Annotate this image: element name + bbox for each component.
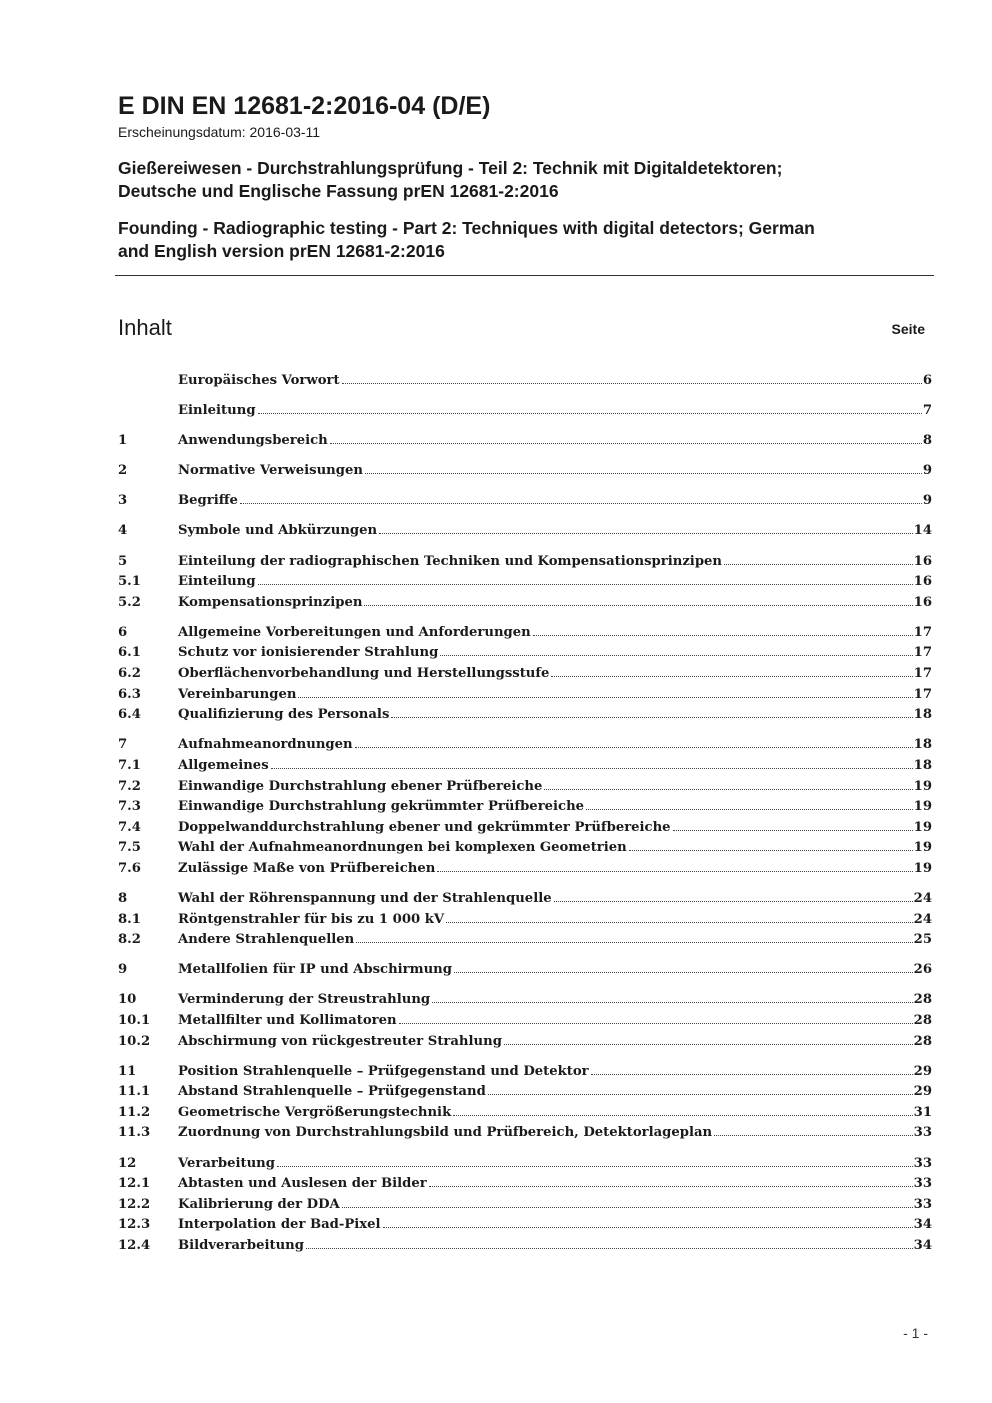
toc-dot-leader	[446, 922, 913, 923]
toc-entry[interactable]	[118, 593, 932, 614]
toc-entry-title: Position Strahlenquelle – Prüfgegenstand und Detektor	[178, 1063, 589, 1079]
title-german-line-2: Deutsche und Englische Fassung prEN 12681-2:2016	[118, 181, 559, 201]
toc-entry-page: 16	[913, 574, 932, 590]
document-id: E DIN EN 12681-2:2016-04 (D/E)	[118, 92, 491, 120]
toc-entry[interactable]	[118, 797, 932, 818]
toc-entry-title: Aufnahmeanordnungen	[178, 737, 353, 753]
toc-entry-title: Schutz vor ionisierender Strahlung	[178, 645, 439, 661]
toc-entry[interactable]	[118, 643, 932, 664]
toc-entry-page: 25	[913, 932, 932, 948]
toc-entry[interactable]	[118, 371, 932, 392]
toc-entry-title: Zulässige Maße von Prüfbereichen	[178, 860, 436, 876]
toc-entry-number: 11.3	[118, 1125, 151, 1141]
toc-group	[118, 1062, 932, 1144]
toc-entry-title: Anwendungsbereich	[178, 433, 328, 449]
toc-entry-number: 2	[118, 463, 128, 479]
toc-dot-leader	[454, 972, 913, 973]
toc-dot-leader	[258, 413, 922, 414]
toc-entry-page: 19	[913, 799, 932, 815]
toc-entry-number: 12.1	[118, 1176, 151, 1192]
toc-dot-leader	[629, 850, 913, 851]
toc-entry[interactable]	[118, 623, 932, 644]
toc-entry-number: 11.1	[118, 1084, 151, 1100]
toc-entry-number: 11	[118, 1063, 137, 1079]
toc-entry-number: 5.1	[118, 574, 141, 590]
toc-entry-title: Doppelwanddurchstrahlung ebener und gekrümmter Prüfbereiche	[178, 819, 671, 835]
toc-group	[118, 960, 932, 981]
toc-entry-title: Metallfolien für IP und Abschirmung	[178, 962, 452, 978]
toc-entry[interactable]	[118, 1236, 932, 1257]
toc-entry-number: 12.3	[118, 1217, 151, 1233]
toc-entry-title: Begriffe	[178, 493, 238, 509]
toc-entry-page: 19	[913, 778, 932, 794]
toc-entry-title: Verarbeitung	[178, 1155, 275, 1171]
toc-entry-title: Kompensationsprinzipen	[178, 594, 363, 610]
toc-dot-leader	[399, 1023, 913, 1024]
toc-group	[118, 623, 932, 726]
toc-entry-number: 6.1	[118, 645, 141, 661]
toc-dot-leader	[271, 768, 913, 769]
toc-entry-title: Europäisches Vorwort	[178, 373, 340, 388]
toc-entry-title: Abschirmung von rückgestreuter Strahlung	[178, 1033, 502, 1049]
toc-entry[interactable]	[118, 1154, 932, 1175]
toc-entry-number: 10.2	[118, 1033, 151, 1049]
toc-entry-number: 10	[118, 992, 137, 1008]
toc-dot-leader	[437, 871, 912, 872]
toc-entry[interactable]	[118, 552, 932, 573]
toc-entry-number: 11.2	[118, 1104, 151, 1120]
toc-entry-page: 28	[913, 1033, 932, 1049]
toc-entry-page: 29	[913, 1084, 932, 1100]
toc-entry[interactable]	[118, 1103, 932, 1124]
toc-group	[118, 371, 932, 392]
toc-entry[interactable]	[118, 756, 932, 777]
toc-dot-leader	[391, 717, 912, 718]
toc-entry-page: 24	[913, 911, 932, 927]
toc-entry-page: 34	[913, 1217, 932, 1233]
toc-entry-page: 8	[922, 433, 932, 449]
toc-entry-title: Qualifizierung des Personals	[178, 707, 390, 723]
toc-group	[118, 1154, 932, 1257]
toc-entry-title: Verminderung der Streustrahlung	[178, 992, 431, 1008]
toc-entry-title: Wahl der Röhrenspannung und der Strahlenquelle	[178, 890, 552, 906]
toc-entry-title: Normative Verweisungen	[178, 463, 363, 479]
toc-entry[interactable]	[118, 1062, 932, 1083]
toc-entry-title: Allgemeine Vorbereitungen und Anforderungen	[178, 624, 531, 640]
toc-dot-leader	[429, 1186, 913, 1187]
toc-entry-page: 28	[913, 1012, 932, 1028]
toc-entry[interactable]	[118, 491, 932, 512]
toc-dot-leader	[544, 789, 912, 790]
toc-entry[interactable]	[118, 705, 932, 726]
toc-entry[interactable]	[118, 1123, 932, 1144]
toc-entry-number: 12.4	[118, 1237, 151, 1253]
toc-dot-leader	[258, 584, 913, 585]
toc-entry-page: 19	[913, 819, 932, 835]
toc-dot-leader	[453, 1115, 912, 1116]
toc-dot-leader	[724, 564, 913, 565]
toc-entry-page: 18	[913, 757, 932, 773]
toc-entry-title: Einwandige Durchstrahlung ebener Prüfbereiche	[178, 778, 543, 794]
toc-entry-title: Abtasten und Auslesen der Bilder	[178, 1176, 427, 1192]
toc-entry-number: 12	[118, 1155, 137, 1171]
toc-dot-leader	[586, 809, 913, 810]
toc-entry-number: 6.3	[118, 686, 141, 702]
toc-entry-title: Einleitung	[178, 403, 256, 419]
toc-group	[118, 552, 932, 614]
title-german-line-1: Gießereiwesen - Durchstrahlungsprüfung - Teil 2: Technik mit Digitaldetektoren;	[118, 158, 783, 178]
toc-entry-page: 17	[913, 666, 932, 682]
toc-entry-page: 16	[913, 553, 932, 569]
toc-entry[interactable]	[118, 735, 932, 756]
toc-dot-leader	[440, 655, 912, 656]
table-of-contents	[118, 371, 932, 1256]
toc-entry-title: Geometrische Vergrößerungstechnik	[178, 1104, 452, 1120]
toc-dot-leader	[383, 1227, 913, 1228]
toc-entry-page: 33	[913, 1176, 932, 1192]
toc-dot-leader	[355, 747, 913, 748]
toc-entry-number: 7.1	[118, 757, 141, 773]
toc-entry[interactable]	[118, 818, 932, 839]
toc-entry-page: 6	[922, 373, 932, 388]
document-header	[118, 90, 934, 263]
toc-entry[interactable]	[118, 685, 932, 706]
toc-group	[118, 491, 932, 512]
toc-entry-number: 7.2	[118, 778, 141, 794]
toc-entry-number: 4	[118, 523, 128, 539]
toc-dot-leader	[330, 443, 922, 444]
toc-entry[interactable]	[118, 461, 932, 482]
toc-group	[118, 431, 932, 452]
toc-dot-leader	[432, 1002, 912, 1003]
toc-dot-leader	[298, 697, 912, 698]
toc-entry-title: Einwandige Durchstrahlung gekrümmter Prüfbereiche	[178, 799, 585, 815]
toc-entry[interactable]	[118, 910, 932, 931]
page-number: - 1 -	[903, 1325, 928, 1341]
toc-dot-leader	[673, 830, 913, 831]
toc-entry-title: Einteilung	[178, 574, 256, 590]
toc-entry-number: 6.2	[118, 666, 141, 682]
toc-group	[118, 461, 932, 482]
toc-entry-title: Bildverarbeitung	[178, 1237, 304, 1253]
toc-group	[118, 401, 932, 422]
toc-entry-page: 9	[922, 493, 932, 509]
toc-entry[interactable]	[118, 960, 932, 981]
toc-dot-leader	[504, 1044, 913, 1045]
toc-dot-leader	[533, 635, 913, 636]
toc-dot-leader	[306, 1248, 913, 1249]
toc-entry[interactable]	[118, 431, 932, 452]
toc-entry-page: 19	[913, 840, 932, 856]
toc-dot-leader	[554, 901, 913, 902]
toc-entry-page: 24	[913, 890, 932, 906]
toc-entry-page: 18	[913, 707, 932, 723]
toc-entry-number: 7.5	[118, 840, 141, 856]
toc-entry-number: 5.2	[118, 594, 141, 610]
toc-entry[interactable]	[118, 930, 932, 951]
toc-entry-page: 9	[922, 463, 932, 479]
toc-entry-number: 8	[118, 890, 128, 906]
toc-group	[118, 990, 932, 1052]
toc-entry[interactable]	[118, 1032, 932, 1053]
toc-entry[interactable]	[118, 1195, 932, 1216]
toc-entry-title: Einteilung der radiographischen Techniken und Kompensationsprinzipen	[178, 553, 723, 569]
toc-entry-page: 34	[913, 1237, 932, 1253]
toc-entry-number: 7.4	[118, 819, 141, 835]
toc-entry[interactable]	[118, 990, 932, 1011]
toc-entry-page: 28	[913, 992, 932, 1008]
toc-entry-title: Vereinbarungen	[178, 686, 297, 702]
toc-entry[interactable]	[118, 777, 932, 798]
toc-group	[118, 735, 932, 879]
toc-dot-leader	[342, 1207, 913, 1208]
toc-entry-title: Wahl der Aufnahmeanordnungen bei komplexen Geometrien	[178, 840, 627, 856]
toc-entry-number: 8.1	[118, 911, 141, 927]
toc-entry-number: 3	[118, 493, 128, 509]
toc-dot-leader	[551, 676, 912, 677]
toc-entry[interactable]	[118, 859, 932, 880]
toc-entry-page: 16	[913, 594, 932, 610]
toc-entry[interactable]	[118, 889, 932, 910]
toc-entry[interactable]	[118, 521, 932, 542]
toc-entry-title: Metallfilter und Kollimatoren	[178, 1012, 397, 1028]
toc-entry-page: 17	[913, 645, 932, 661]
toc-entry-page: 33	[913, 1125, 932, 1141]
toc-entry-title: Zuordnung von Durchstrahlungsbild und Prüfbereich, Detektorlageplan	[178, 1125, 713, 1141]
toc-dot-leader	[379, 533, 913, 534]
toc-entry-page: 17	[913, 686, 932, 702]
title-german	[118, 157, 934, 203]
toc-entry[interactable]	[118, 664, 932, 685]
toc-entry-page: 17	[913, 624, 932, 640]
toc-dot-leader	[365, 473, 922, 474]
toc-entry-number: 7	[118, 737, 128, 753]
toc-dot-leader	[488, 1094, 913, 1095]
toc-entry[interactable]	[118, 1082, 932, 1103]
toc-dot-leader	[277, 1166, 913, 1167]
toc-entry[interactable]	[118, 572, 932, 593]
toc-entry-page: 14	[913, 523, 932, 539]
publication-date: Erscheinungsdatum: 2016-03-11	[118, 124, 321, 140]
toc-entry-page: 18	[913, 737, 932, 753]
toc-entry-title: Abstand Strahlenquelle – Prüfgegenstand	[178, 1084, 486, 1100]
toc-page-column-label: Seite	[891, 321, 925, 337]
toc-dot-leader	[364, 605, 912, 606]
toc-entry[interactable]	[118, 1174, 932, 1195]
toc-entry-number: 6.4	[118, 707, 141, 723]
toc-entry[interactable]	[118, 1215, 932, 1236]
toc-entry-title: Symbole und Abkürzungen	[178, 523, 378, 539]
toc-entry-title: Allgemeines	[178, 757, 269, 773]
title-english-line-2: and English version prEN 12681-2:2016	[118, 241, 445, 261]
toc-entry-number: 7.3	[118, 799, 141, 815]
toc-dot-leader	[591, 1074, 913, 1075]
toc-entry-page: 33	[913, 1155, 932, 1171]
toc-entry-page: 33	[913, 1196, 932, 1212]
toc-entry-page: 26	[913, 962, 932, 978]
toc-heading: Inhalt	[118, 315, 172, 340]
toc-group	[118, 521, 932, 542]
toc-entry-title: Röntgenstrahler für bis zu 1 000 kV	[178, 911, 445, 927]
title-english-line-1: Founding - Radiographic testing - Part 2: Techniques with digital detectors; German	[118, 218, 815, 238]
toc-entry-page: 7	[922, 403, 932, 419]
toc-entry-number: 9	[118, 962, 128, 978]
toc-entry-number: 12.2	[118, 1196, 151, 1212]
toc-entry[interactable]	[118, 401, 932, 422]
toc-entry-number: 5	[118, 553, 128, 569]
toc-entry-title: Interpolation der Bad-Pixel	[178, 1217, 381, 1233]
toc-entry-page: 29	[913, 1063, 932, 1079]
toc-entry-title: Kalibrierung der DDA	[178, 1196, 340, 1212]
toc-dot-leader	[356, 942, 912, 943]
toc-entry-page: 31	[913, 1104, 932, 1120]
toc-entry-number: 10.1	[118, 1012, 151, 1028]
toc-dot-leader	[714, 1135, 912, 1136]
toc-entry-number: 7.6	[118, 860, 141, 876]
toc-entry-number: 1	[118, 433, 128, 449]
toc-entry-page: 19	[913, 860, 932, 876]
toc-entry[interactable]	[118, 1011, 932, 1032]
toc-dot-leader	[240, 503, 922, 504]
toc-entry-number: 6	[118, 624, 128, 640]
title-english	[118, 217, 934, 263]
toc-group	[118, 889, 932, 951]
toc-entry-title: Andere Strahlenquellen	[178, 932, 355, 948]
toc-entry[interactable]	[118, 838, 932, 859]
toc-entry-number: 8.2	[118, 932, 141, 948]
toc-dot-leader	[342, 383, 922, 384]
toc-entry-title: Oberflächenvorbehandlung und Herstellungsstufe	[178, 666, 550, 682]
header-divider	[115, 275, 934, 276]
